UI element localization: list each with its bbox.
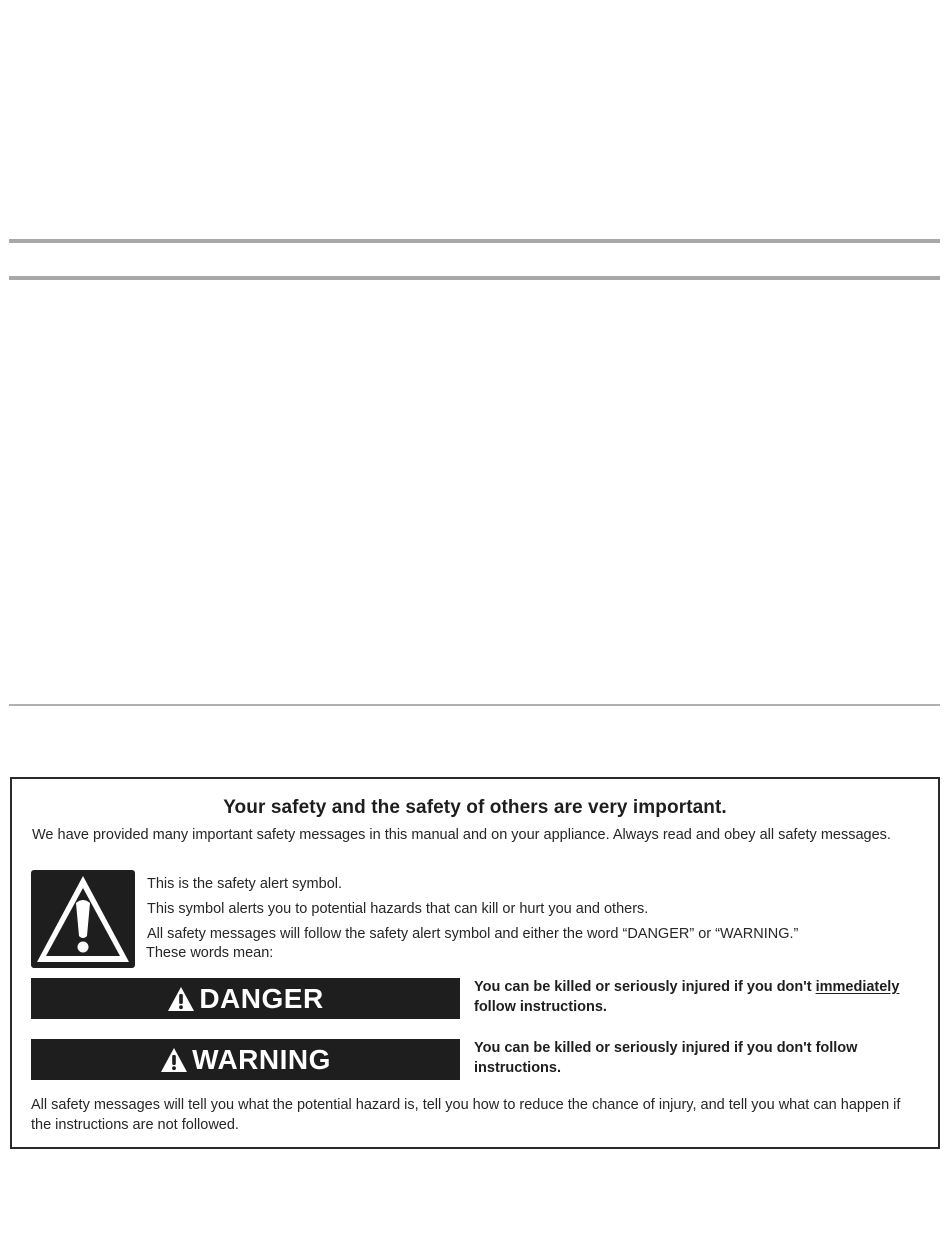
danger-desc-emphasis: immediately	[815, 979, 900, 995]
danger-desc-start: You can be killed or seriously injured if you don't	[474, 979, 816, 995]
danger-desc-end: follow instructions.	[474, 999, 607, 1015]
warning-description: You can be killed or seriously injured if you don't follow instructions.	[474, 1040, 858, 1076]
safety-closing-text: All safety messages will tell you what the potential hazard is, tell you how to reduce the chance of injury, and tell you what can happen if the instructions are not followed.	[31, 1097, 901, 1133]
alert-line-2: This symbol alerts you to potential hazards that can kill or hurt you and others.	[147, 901, 649, 917]
alert-line-4: These words mean:	[146, 945, 274, 961]
warning-label: WARNING	[192, 1043, 331, 1075]
alert-line-3: All safety messages will follow the safety alert symbol and either the word “DANGER” or “WARNING.”	[147, 926, 799, 942]
danger-label: DANGER	[199, 982, 324, 1014]
warning-alert-icon	[160, 1047, 188, 1073]
horizontal-rule-second	[9, 276, 940, 280]
warning-triangle-icon	[31, 870, 135, 968]
warning-signal-bar	[31, 1039, 460, 1080]
danger-description	[474, 977, 934, 1017]
safety-alert-symbol	[31, 870, 135, 968]
danger-alert-icon	[167, 986, 195, 1012]
horizontal-rule-third	[9, 704, 940, 706]
horizontal-rule-top	[9, 239, 940, 243]
safety-intro-text: We have provided many important safety messages in this manual and on your appliance. Always read and obey all safety messages.	[32, 827, 891, 843]
safety-title: Your safety and the safety of others are very important.	[223, 797, 727, 818]
safety-notice-box	[10, 777, 940, 1149]
danger-signal-bar	[31, 978, 460, 1019]
alert-line-1: This is the safety alert symbol.	[147, 876, 343, 892]
